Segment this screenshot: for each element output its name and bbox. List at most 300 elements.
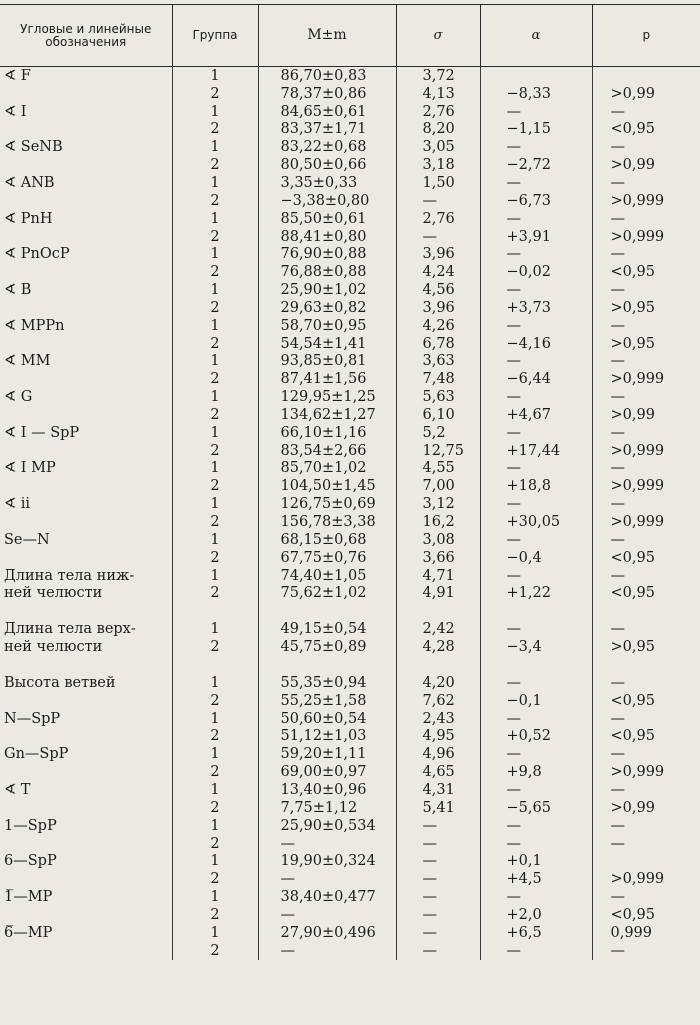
sigma-cell: 5,63 bbox=[396, 388, 480, 406]
designation-cell bbox=[0, 602, 172, 620]
sigma-cell: 16,2 bbox=[396, 513, 480, 531]
table-row bbox=[0, 835, 700, 853]
sigma-cell: 4,24 bbox=[396, 263, 480, 281]
mean-cell: 51,12±1,03 bbox=[258, 728, 396, 746]
group-cell: 2 bbox=[172, 835, 258, 853]
p-cell: >0,95 bbox=[592, 638, 700, 656]
table-body bbox=[0, 67, 700, 960]
alpha-cell: — bbox=[480, 781, 592, 799]
mean-cell: 45,75±0,89 bbox=[258, 638, 396, 656]
alpha-cell: — bbox=[480, 245, 592, 263]
sigma-cell: 6,78 bbox=[396, 335, 480, 353]
designation-cell: ней челюсти bbox=[4, 639, 103, 656]
mean-cell: 3,35±0,33 bbox=[258, 174, 396, 192]
sigma-cell: 2,76 bbox=[396, 103, 480, 121]
group-cell: 1 bbox=[172, 495, 258, 513]
sigma-cell: 3,08 bbox=[396, 531, 480, 549]
sigma-cell: 4,56 bbox=[396, 281, 480, 299]
table-row bbox=[0, 888, 700, 906]
mean-cell: 85,50±0,61 bbox=[258, 210, 396, 228]
designation-cell bbox=[0, 906, 172, 924]
sigma-cell: 4,71 bbox=[396, 567, 480, 585]
sigma-cell: — bbox=[396, 228, 480, 246]
sigma-cell: 4,20 bbox=[396, 674, 480, 692]
mean-cell: 134,62±1,27 bbox=[258, 406, 396, 424]
table-row bbox=[0, 138, 700, 156]
p-cell: — bbox=[592, 835, 700, 853]
table-row bbox=[0, 85, 700, 103]
table-row bbox=[0, 728, 700, 746]
p-cell: >0,99 bbox=[592, 156, 700, 174]
p-cell: <0,95 bbox=[592, 906, 700, 924]
sigma-cell: 4,55 bbox=[396, 460, 480, 478]
sigma-cell: 3,05 bbox=[396, 138, 480, 156]
alpha-cell: — bbox=[480, 174, 592, 192]
p-cell: — bbox=[592, 567, 700, 585]
p-cell: — bbox=[592, 888, 700, 906]
sigma-cell: — bbox=[396, 906, 480, 924]
group-cell: 1 bbox=[172, 245, 258, 263]
alpha-cell: +0,52 bbox=[480, 728, 592, 746]
mean-cell: 83,37±1,71 bbox=[258, 121, 396, 139]
designation-cell bbox=[0, 942, 172, 960]
designation-cell: ∢ T bbox=[4, 781, 31, 798]
alpha-cell: — bbox=[480, 835, 592, 853]
designation-cell: ∢ MPPn bbox=[4, 317, 65, 334]
table-row bbox=[0, 567, 700, 585]
table-row bbox=[0, 477, 700, 495]
table-row bbox=[0, 817, 700, 835]
table-row bbox=[0, 156, 700, 174]
table-row bbox=[0, 549, 700, 567]
p-cell: >0,99 bbox=[592, 406, 700, 424]
designation-cell bbox=[0, 549, 172, 567]
mean-cell: 84,65±0,61 bbox=[258, 103, 396, 121]
table-row bbox=[0, 460, 700, 478]
sigma-cell: 3,96 bbox=[396, 299, 480, 317]
sigma-cell: 8,20 bbox=[396, 121, 480, 139]
alpha-cell: — bbox=[480, 817, 592, 835]
designation-cell: ∢ F bbox=[4, 67, 31, 84]
p-cell: >0,95 bbox=[592, 335, 700, 353]
sigma-cell: — bbox=[396, 870, 480, 888]
group-cell: 2 bbox=[172, 763, 258, 781]
alpha-cell: +0,1 bbox=[480, 852, 592, 870]
table-row bbox=[0, 781, 700, 799]
group-cell: 2 bbox=[172, 299, 258, 317]
group-cell: 2 bbox=[172, 584, 258, 602]
alpha-cell: −4,16 bbox=[480, 335, 592, 353]
p-cell: — bbox=[592, 353, 700, 371]
group-cell: 2 bbox=[172, 121, 258, 139]
mean-cell: 88,41±0,80 bbox=[258, 228, 396, 246]
table-row bbox=[0, 692, 700, 710]
group-cell: 2 bbox=[172, 442, 258, 460]
p-cell: <0,95 bbox=[592, 121, 700, 139]
group-cell: 1 bbox=[172, 317, 258, 335]
sigma-cell: 12,75 bbox=[396, 442, 480, 460]
mean-cell: 59,20±1,11 bbox=[258, 745, 396, 763]
p-cell: >0,95 bbox=[592, 299, 700, 317]
p-cell: — bbox=[592, 103, 700, 121]
alpha-cell: — bbox=[480, 888, 592, 906]
mean-cell: 29,63±0,82 bbox=[258, 299, 396, 317]
designation-cell bbox=[0, 692, 172, 710]
sigma-cell bbox=[396, 602, 480, 620]
group-cell: 1 bbox=[172, 852, 258, 870]
p-cell: >0,99 bbox=[592, 799, 700, 817]
designation-cell: Длина тела ниж- bbox=[4, 567, 135, 584]
table-row bbox=[0, 281, 700, 299]
sigma-cell: 3,12 bbox=[396, 495, 480, 513]
mean-cell: 55,25±1,58 bbox=[258, 692, 396, 710]
table-row bbox=[0, 388, 700, 406]
group-cell: 2 bbox=[172, 870, 258, 888]
mean-cell: — bbox=[258, 942, 396, 960]
p-cell: — bbox=[592, 424, 700, 442]
table-row bbox=[0, 245, 700, 263]
designation-cell: ∢ ii bbox=[4, 496, 31, 513]
alpha-cell bbox=[480, 67, 592, 85]
p-cell: — bbox=[592, 817, 700, 835]
mean-cell: −3,38±0,80 bbox=[258, 192, 396, 210]
alpha-cell: −0,4 bbox=[480, 549, 592, 567]
designation-cell: 6̅—MP bbox=[4, 924, 53, 941]
table-row bbox=[0, 406, 700, 424]
header-alpha: α bbox=[480, 5, 592, 67]
table-row bbox=[0, 870, 700, 888]
group-cell: 2 bbox=[172, 638, 258, 656]
table-row bbox=[0, 584, 700, 602]
sigma-cell: 5,2 bbox=[396, 424, 480, 442]
group-cell: 1 bbox=[172, 424, 258, 442]
p-cell: — bbox=[592, 531, 700, 549]
alpha-cell: +17,44 bbox=[480, 442, 592, 460]
table-row bbox=[0, 763, 700, 781]
designation-cell: 1̅—MP bbox=[4, 889, 53, 906]
mean-cell bbox=[258, 602, 396, 620]
sigma-cell: 7,62 bbox=[396, 692, 480, 710]
sigma-cell: — bbox=[396, 817, 480, 835]
group-cell: 1 bbox=[172, 888, 258, 906]
mean-cell: 76,90±0,88 bbox=[258, 245, 396, 263]
sigma-cell: — bbox=[396, 835, 480, 853]
alpha-cell: — bbox=[480, 210, 592, 228]
designation-cell bbox=[0, 156, 172, 174]
sigma-cell: 4,65 bbox=[396, 763, 480, 781]
mean-cell: 85,70±1,02 bbox=[258, 460, 396, 478]
mean-cell: 55,35±0,94 bbox=[258, 674, 396, 692]
sigma-cell: 6,10 bbox=[396, 406, 480, 424]
designation-cell bbox=[0, 728, 172, 746]
mean-cell: 78,37±0,86 bbox=[258, 85, 396, 103]
mean-cell: 50,60±0,54 bbox=[258, 710, 396, 728]
designation-cell: ∢ MM bbox=[4, 353, 51, 370]
mean-cell: 83,54±2,66 bbox=[258, 442, 396, 460]
group-cell: 1 bbox=[172, 353, 258, 371]
sigma-cell: 3,18 bbox=[396, 156, 480, 174]
designation-cell: ∢ PnOcP bbox=[4, 246, 70, 263]
table-row bbox=[0, 121, 700, 139]
group-cell: 1 bbox=[172, 67, 258, 85]
mean-cell: — bbox=[258, 870, 396, 888]
p-cell: <0,95 bbox=[592, 692, 700, 710]
p-cell: <0,95 bbox=[592, 584, 700, 602]
group-cell: 1 bbox=[172, 531, 258, 549]
mean-cell: 19,90±0,324 bbox=[258, 852, 396, 870]
alpha-cell: +1,22 bbox=[480, 584, 592, 602]
p-cell bbox=[592, 656, 700, 674]
alpha-cell: — bbox=[480, 353, 592, 371]
table-row bbox=[0, 942, 700, 960]
group-cell bbox=[172, 656, 258, 674]
designation-cell bbox=[0, 477, 172, 495]
alpha-cell: −3,4 bbox=[480, 638, 592, 656]
group-cell: 1 bbox=[172, 567, 258, 585]
group-cell: 1 bbox=[172, 210, 258, 228]
sigma-cell: — bbox=[396, 888, 480, 906]
mean-cell: 75,62±1,02 bbox=[258, 584, 396, 602]
sigma-cell: — bbox=[396, 942, 480, 960]
sigma-cell: 7,00 bbox=[396, 477, 480, 495]
header-designation: Угловые и линейные обозначения bbox=[0, 5, 172, 67]
p-cell: — bbox=[592, 388, 700, 406]
group-cell bbox=[172, 602, 258, 620]
designation-cell: ∢ B bbox=[4, 282, 32, 299]
table-row bbox=[0, 924, 700, 942]
designation-cell bbox=[0, 656, 172, 674]
table-row bbox=[0, 442, 700, 460]
p-cell: — bbox=[592, 745, 700, 763]
p-cell: >0,999 bbox=[592, 513, 700, 531]
table-row bbox=[0, 638, 700, 656]
alpha-cell: −6,73 bbox=[480, 192, 592, 210]
designation-cell bbox=[0, 121, 172, 139]
alpha-cell: — bbox=[480, 103, 592, 121]
alpha-cell: — bbox=[480, 942, 592, 960]
p-cell: — bbox=[592, 620, 700, 638]
mean-cell: 87,41±1,56 bbox=[258, 370, 396, 388]
p-cell: — bbox=[592, 942, 700, 960]
p-cell: >0,999 bbox=[592, 228, 700, 246]
designation-cell: ∢ I bbox=[4, 103, 27, 120]
alpha-cell: — bbox=[480, 317, 592, 335]
designation-cell bbox=[0, 263, 172, 281]
alpha-cell: −1,15 bbox=[480, 121, 592, 139]
designation-cell: ∢ G bbox=[4, 389, 33, 406]
p-cell: <0,95 bbox=[592, 263, 700, 281]
p-cell bbox=[592, 67, 700, 85]
mean-cell: — bbox=[258, 835, 396, 853]
group-cell: 1 bbox=[172, 103, 258, 121]
alpha-cell: — bbox=[480, 138, 592, 156]
mean-cell: 38,40±0,477 bbox=[258, 888, 396, 906]
designation-cell: Высота ветвей bbox=[4, 674, 116, 691]
designation-cell: ∢ ANB bbox=[4, 174, 55, 191]
sigma-cell: 4,91 bbox=[396, 584, 480, 602]
table-header bbox=[0, 5, 700, 67]
alpha-cell: — bbox=[480, 674, 592, 692]
alpha-cell: +4,67 bbox=[480, 406, 592, 424]
p-cell: 0,999 bbox=[592, 924, 700, 942]
sigma-cell: 2,42 bbox=[396, 620, 480, 638]
table-row bbox=[0, 353, 700, 371]
table-row bbox=[0, 906, 700, 924]
p-cell: — bbox=[592, 495, 700, 513]
alpha-cell: +4,5 bbox=[480, 870, 592, 888]
group-cell: 1 bbox=[172, 460, 258, 478]
alpha-cell: — bbox=[480, 495, 592, 513]
mean-cell: 93,85±0,81 bbox=[258, 353, 396, 371]
mean-cell: 25,90±1,02 bbox=[258, 281, 396, 299]
alpha-cell: — bbox=[480, 531, 592, 549]
p-cell: >0,999 bbox=[592, 477, 700, 495]
designation-cell: ней челюсти bbox=[4, 585, 103, 602]
table-row bbox=[0, 424, 700, 442]
group-cell: 2 bbox=[172, 406, 258, 424]
p-cell: — bbox=[592, 460, 700, 478]
alpha-cell: +6,5 bbox=[480, 924, 592, 942]
p-cell: >0,999 bbox=[592, 442, 700, 460]
alpha-cell: — bbox=[480, 281, 592, 299]
sigma-cell: 4,28 bbox=[396, 638, 480, 656]
sigma-cell: 4,13 bbox=[396, 85, 480, 103]
group-cell: 1 bbox=[172, 174, 258, 192]
sigma-cell: 3,66 bbox=[396, 549, 480, 567]
table-row bbox=[0, 799, 700, 817]
table-row bbox=[0, 656, 700, 674]
designation-cell: ∢ I MP bbox=[4, 460, 56, 477]
alpha-cell: +3,91 bbox=[480, 228, 592, 246]
sigma-cell: 1,50 bbox=[396, 174, 480, 192]
p-cell bbox=[592, 602, 700, 620]
p-cell: — bbox=[592, 781, 700, 799]
mean-cell: 66,10±1,16 bbox=[258, 424, 396, 442]
table-row bbox=[0, 495, 700, 513]
designation-cell bbox=[0, 835, 172, 853]
mean-cell: 58,70±0,95 bbox=[258, 317, 396, 335]
table-row bbox=[0, 852, 700, 870]
table-row bbox=[0, 299, 700, 317]
designation-cell: 6—SpP bbox=[4, 853, 57, 870]
alpha-cell: — bbox=[480, 424, 592, 442]
table-row bbox=[0, 602, 700, 620]
table-row bbox=[0, 317, 700, 335]
table-row bbox=[0, 620, 700, 638]
alpha-cell: — bbox=[480, 710, 592, 728]
alpha-cell: −0,1 bbox=[480, 692, 592, 710]
table-row bbox=[0, 674, 700, 692]
alpha-cell: +3,73 bbox=[480, 299, 592, 317]
mean-cell: 49,15±0,54 bbox=[258, 620, 396, 638]
designation-cell: 1—SpP bbox=[4, 817, 57, 834]
group-cell: 2 bbox=[172, 228, 258, 246]
group-cell: 2 bbox=[172, 192, 258, 210]
designation-cell bbox=[0, 799, 172, 817]
designation-cell bbox=[0, 870, 172, 888]
designation-cell bbox=[0, 442, 172, 460]
p-cell: — bbox=[592, 174, 700, 192]
sigma-cell: 2,43 bbox=[396, 710, 480, 728]
mean-cell: 104,50±1,45 bbox=[258, 477, 396, 495]
alpha-cell: +30,05 bbox=[480, 513, 592, 531]
group-cell: 2 bbox=[172, 799, 258, 817]
mean-cell: 80,50±0,66 bbox=[258, 156, 396, 174]
table-row bbox=[0, 192, 700, 210]
group-cell: 2 bbox=[172, 156, 258, 174]
designation-cell: Se—N bbox=[4, 531, 50, 548]
group-cell: 2 bbox=[172, 370, 258, 388]
alpha-cell: — bbox=[480, 620, 592, 638]
p-cell: — bbox=[592, 674, 700, 692]
p-cell bbox=[592, 852, 700, 870]
header-group: Группа bbox=[172, 5, 258, 67]
designation-cell: N—SpP bbox=[4, 710, 61, 727]
designation-cell: ∢ SeNB bbox=[4, 139, 63, 156]
table-row bbox=[0, 228, 700, 246]
designation-cell: ∢ I — SpP bbox=[4, 424, 80, 441]
table-row bbox=[0, 263, 700, 281]
p-cell: — bbox=[592, 245, 700, 263]
designation-cell bbox=[0, 513, 172, 531]
mean-cell: 129,95±1,25 bbox=[258, 388, 396, 406]
group-cell: 1 bbox=[172, 674, 258, 692]
mean-cell: 76,88±0,88 bbox=[258, 263, 396, 281]
mean-cell: 68,15±0,68 bbox=[258, 531, 396, 549]
mean-cell: — bbox=[258, 906, 396, 924]
designation-cell bbox=[0, 763, 172, 781]
sigma-cell: 3,96 bbox=[396, 245, 480, 263]
mean-cell: 13,40±0,96 bbox=[258, 781, 396, 799]
p-cell: — bbox=[592, 281, 700, 299]
table-row bbox=[0, 370, 700, 388]
group-cell: 1 bbox=[172, 620, 258, 638]
sigma-cell: 4,95 bbox=[396, 728, 480, 746]
group-cell: 1 bbox=[172, 781, 258, 799]
mean-cell: 69,00±0,97 bbox=[258, 763, 396, 781]
table-row bbox=[0, 174, 700, 192]
group-cell: 2 bbox=[172, 513, 258, 531]
table-row bbox=[0, 103, 700, 121]
designation-cell bbox=[0, 228, 172, 246]
group-cell: 1 bbox=[172, 924, 258, 942]
designation-cell bbox=[0, 335, 172, 353]
designation-cell bbox=[0, 85, 172, 103]
sigma-cell: — bbox=[396, 852, 480, 870]
group-cell: 1 bbox=[172, 745, 258, 763]
p-cell: >0,999 bbox=[592, 370, 700, 388]
mean-cell: 27,90±0,496 bbox=[258, 924, 396, 942]
sigma-cell: 4,96 bbox=[396, 745, 480, 763]
mean-cell: 83,22±0,68 bbox=[258, 138, 396, 156]
mean-cell bbox=[258, 656, 396, 674]
mean-cell: 54,54±1,41 bbox=[258, 335, 396, 353]
group-cell: 2 bbox=[172, 942, 258, 960]
group-cell: 1 bbox=[172, 817, 258, 835]
mean-cell: 67,75±0,76 bbox=[258, 549, 396, 567]
p-cell: >0,999 bbox=[592, 763, 700, 781]
alpha-cell: −8,33 bbox=[480, 85, 592, 103]
alpha-cell: — bbox=[480, 567, 592, 585]
group-cell: 1 bbox=[172, 710, 258, 728]
alpha-cell: +9,8 bbox=[480, 763, 592, 781]
table-row bbox=[0, 710, 700, 728]
sigma-cell bbox=[396, 656, 480, 674]
group-cell: 2 bbox=[172, 335, 258, 353]
group-cell: 2 bbox=[172, 728, 258, 746]
mean-cell: 86,70±0,83 bbox=[258, 67, 396, 85]
sigma-cell: 4,26 bbox=[396, 317, 480, 335]
